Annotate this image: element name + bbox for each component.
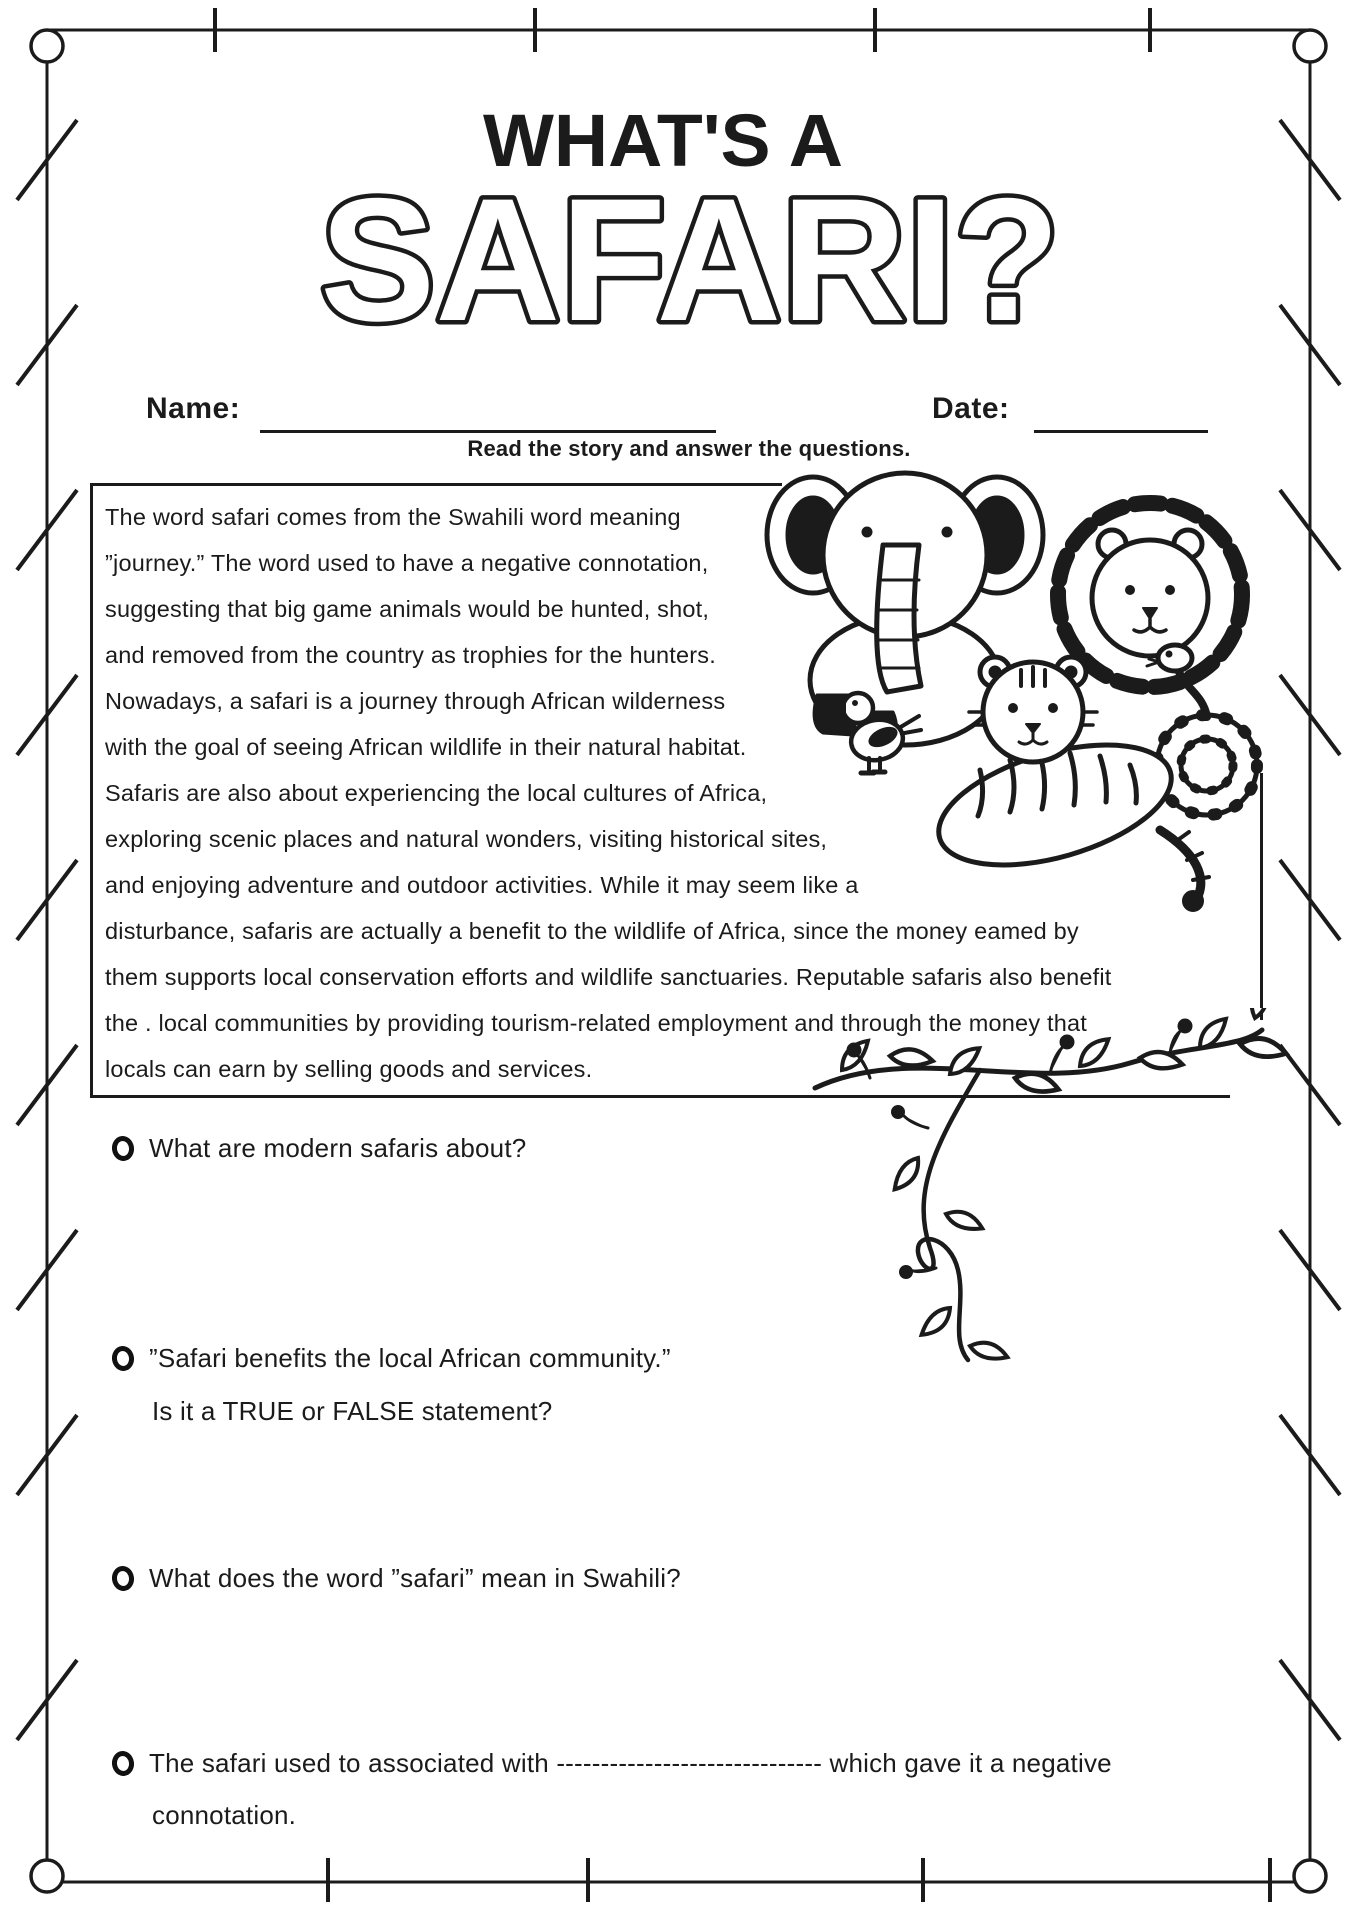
question-3	[112, 1563, 681, 1594]
ring-bullet-icon	[110, 1135, 135, 1163]
date-label: Date:	[932, 392, 1010, 425]
story-line: and removed from the country as trophies for the hunters.	[105, 642, 716, 668]
story-line: suggesting that big game animals would be hunted, shot,	[105, 596, 710, 622]
title-line1: WHAT'S A	[483, 99, 843, 182]
ring-bullet-icon	[110, 1750, 135, 1778]
story-box-border-top	[90, 483, 782, 486]
name-blank[interactable]	[260, 430, 716, 433]
question-2-text: ”Safari benefits the local African community.”	[149, 1343, 671, 1373]
question-4-text-line2: connotation.	[152, 1800, 297, 1830]
story-line: the . local communities by providing tourism-related employment and through the money that	[105, 1010, 1087, 1036]
story-line: Safaris are also about experiencing the local cultures of Africa,	[105, 780, 768, 806]
title-line2-bubble: SAFARI?	[320, 163, 1060, 358]
story-line: locals can earn by selling goods and services.	[105, 1056, 593, 1082]
story-line: ”journey.” The word used to have a negative connotation,	[105, 550, 709, 576]
question-4	[112, 1748, 1112, 1779]
ring-bullet-icon	[110, 1345, 135, 1373]
question-1	[112, 1133, 526, 1164]
story-line: them supports local conservation efforts and wildlife sanctuaries. Reputable safaris also benefit	[105, 964, 1112, 990]
story-line: The word safari comes from the Swahili word meaning	[105, 504, 681, 530]
story-line: Nowadays, a safari is a journey through African wilderness	[105, 688, 726, 714]
worksheet-title	[0, 88, 1358, 358]
vine-leaves	[835, 1008, 1288, 1368]
question-1-text: What are modern safaris about?	[149, 1133, 527, 1163]
question-4-text: The safari used to associated with ------------------------------ which gave it a negative	[149, 1748, 1112, 1778]
instruction-text: Read the story and answer the questions.	[467, 436, 911, 461]
ring-bullet-icon	[110, 1565, 135, 1593]
question-2	[112, 1343, 671, 1374]
vine-branch-illustration	[800, 1008, 1300, 1388]
story-line: exploring scenic places and natural wonders, visiting historical sites,	[105, 826, 828, 852]
story-box-border-left	[90, 483, 93, 1098]
question-2-text-line2: Is it a TRUE or FALSE statement?	[152, 1396, 553, 1426]
question-3-text: What does the word ”safari” mean in Swahili?	[149, 1563, 681, 1593]
story-line: with the goal of seeing African wildlife in their natural habitat.	[105, 734, 747, 760]
story-line: disturbance, safaris are actually a benefit to the wildlife of Africa, since the money eamed by	[105, 918, 1079, 944]
date-blank[interactable]	[1034, 430, 1208, 433]
safari-animals-illustration	[755, 440, 1275, 920]
name-label: Name:	[146, 392, 241, 425]
story-line: and enjoying adventure and outdoor activities. While it may seem like a	[105, 872, 859, 898]
